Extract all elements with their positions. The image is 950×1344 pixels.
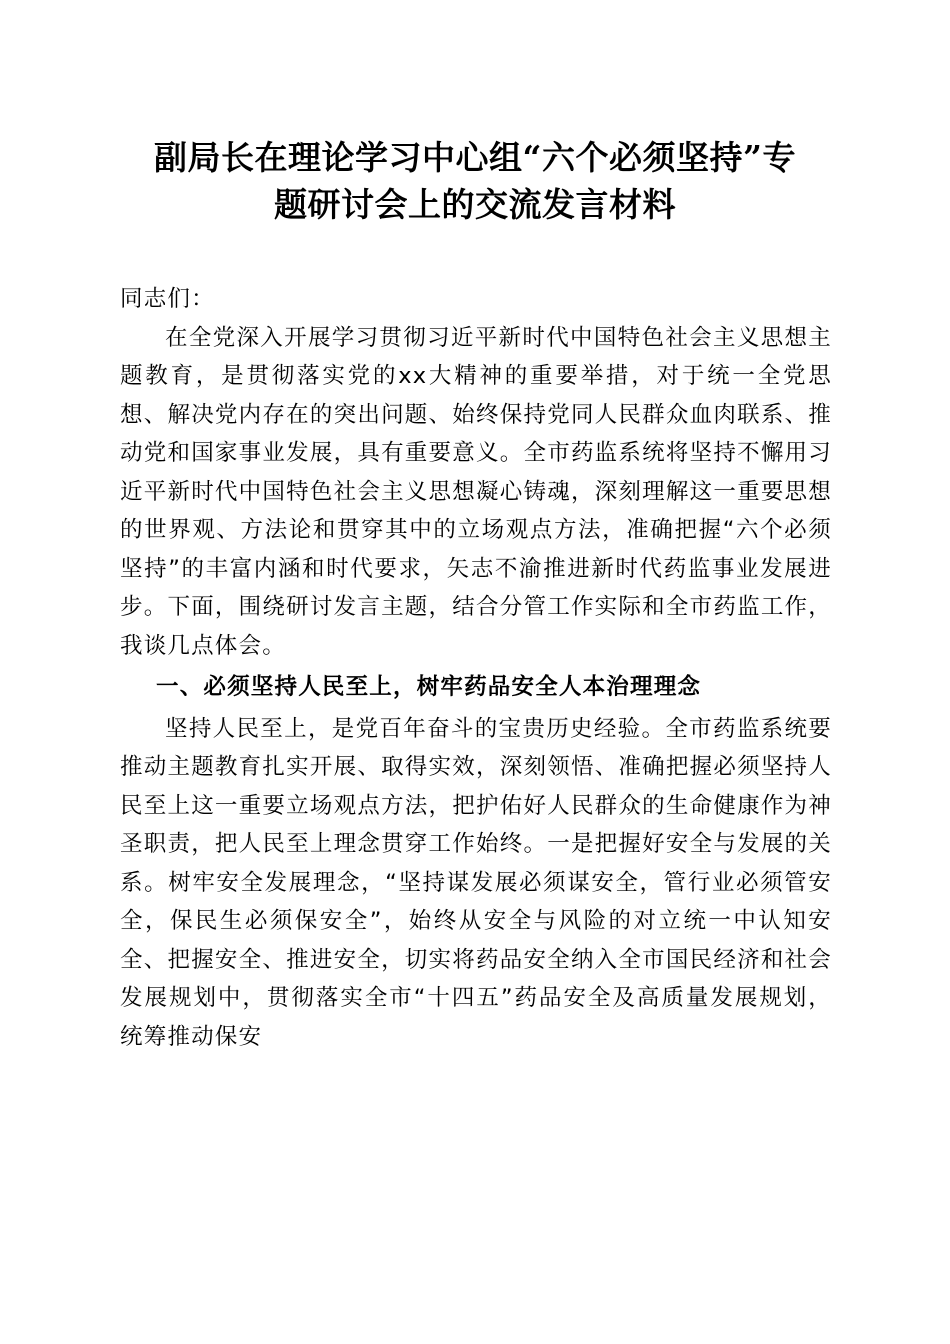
- section-1-paragraph: 坚持人民至上，是党百年奋斗的宝贵历史经验。全市药监系统要推动主题教育扎实开展、取得实效，深刻领悟、准确把握必须坚持人民至上这一重要立场观点方法，把护佑好人民群众的生命健康作为神圣职责，把人民至上理念贯穿工作始终。一是把握好安全与发展的关系。树牢安全发展理念，“坚持谋发展必须谋安全，管行业必须管安全，保民生必须保安全”，始终从安全与风险的对立统一中认知安全、把握安全、推进安全，切实将药品安全纳入全市国民经济和社会发展规划中，贯彻落实全市“十四五”药品安全及高质量发展规划，统筹推动保安: [120, 715, 832, 1050]
- title-line-2: 题研讨会上的交流发言材料: [274, 185, 676, 224]
- title-line-1: 副局长在理论学习中心组“六个必须坚持”专: [154, 138, 796, 177]
- salutation: 同志们：: [120, 286, 215, 312]
- document-title: [100, 134, 850, 228]
- intro-paragraph: 在全党深入开展学习贯彻习近平新时代中国特色社会主义思想主题教育，是贯彻落实党的xx大精神的重要举措，对于统一全党思想、解决党内存在的突出问题、始终保持党同人民群众血肉联系、推动党和国家事业发展，具有重要意义。全市药监系统将坚持不懈用习近平新时代中国特色社会主义思想凝心铸魂，深刻理解这一重要思想的世界观、方法论和贯穿其中的立场观点方法，准确把握“六个必须坚持”的丰富内涵和时代要求，矢志不渝推进新时代药监事业发展进步。下面，围绕研讨发言主题，结合分管工作实际和全市药监工作，我谈几点体会。: [120, 324, 832, 659]
- section-1-heading: 一、必须坚持人民至上，树牢药品安全人本治理理念: [156, 674, 702, 700]
- document-body: [120, 280, 832, 1056]
